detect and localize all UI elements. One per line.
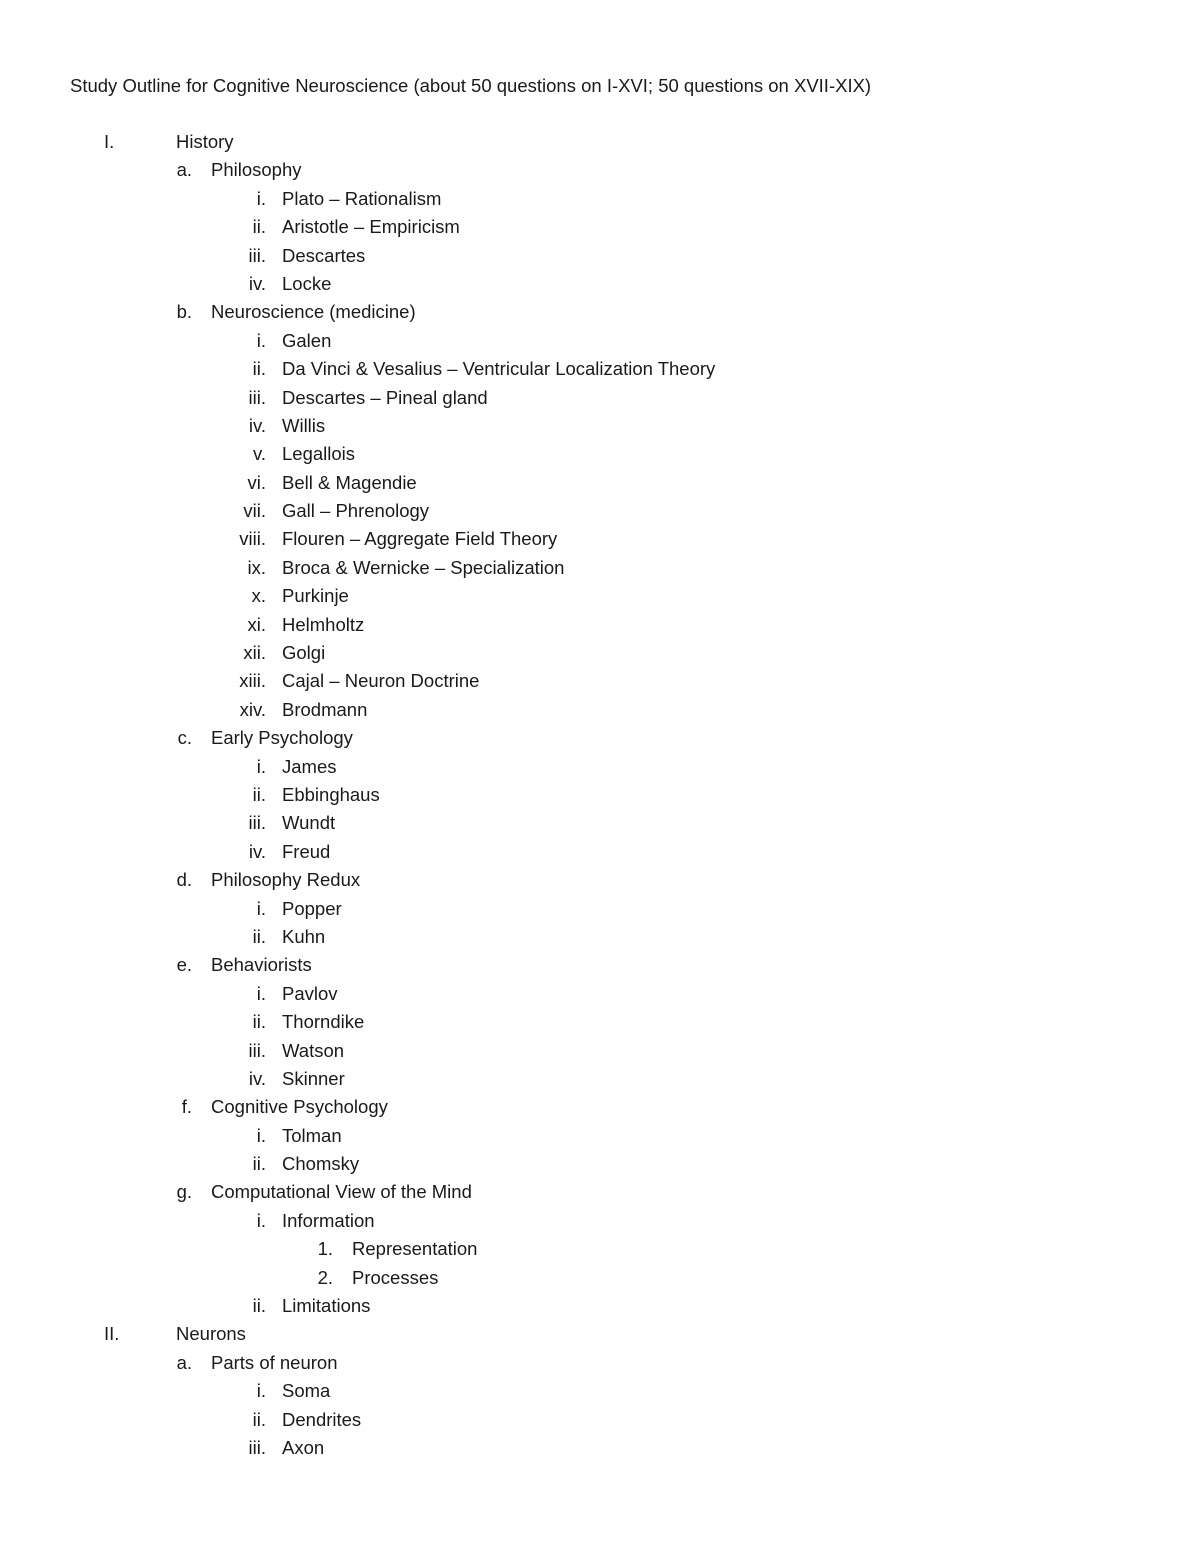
outline-text: Tolman — [282, 1124, 342, 1146]
outline-marker: i. — [256, 187, 266, 209]
outline-item — [0, 667, 1200, 695]
outline-marker: g. — [176, 1181, 192, 1203]
outline-item — [0, 384, 1200, 412]
document-title: Study Outline for Cognitive Neuroscience (about 50 questions on I-XVI; 50 questions on XVII-XIX) — [70, 75, 872, 96]
outline-item — [0, 242, 1200, 270]
outline-item — [0, 923, 1200, 951]
outline-item — [0, 781, 1200, 809]
outline-item — [0, 1065, 1200, 1093]
outline-list — [0, 128, 1200, 1462]
outline-text: Brodmann — [282, 698, 368, 720]
outline-item — [0, 809, 1200, 837]
outline-text: Watson — [282, 1039, 345, 1061]
outline-marker: i. — [256, 755, 266, 777]
outline-text: Bell & Magendie — [282, 471, 417, 493]
outline-marker: iii. — [248, 1039, 266, 1061]
outline-marker: ii. — [252, 1408, 266, 1430]
outline-item — [0, 582, 1200, 610]
outline-marker: e. — [176, 954, 192, 976]
outline-text: Helmholtz — [282, 613, 365, 635]
outline-item — [0, 469, 1200, 497]
outline-item — [0, 1292, 1200, 1320]
outline-marker: ii. — [252, 358, 266, 380]
outline-marker: ix. — [247, 556, 266, 578]
outline-text: Plato – Rationalism — [282, 187, 442, 209]
outline-item — [0, 327, 1200, 355]
outline-marker: i. — [256, 982, 266, 1004]
outline-marker: iii. — [248, 244, 266, 266]
outline-item — [0, 1406, 1200, 1434]
outline-marker: i. — [256, 897, 266, 919]
outline-text: Neurons — [176, 1323, 246, 1345]
outline-text: History — [176, 131, 234, 152]
outline-text: Limitations — [282, 1295, 371, 1317]
outline-marker: xi. — [247, 613, 266, 635]
outline-text: Descartes – Pineal gland — [282, 386, 488, 408]
outline-item — [0, 525, 1200, 553]
outline-item — [0, 298, 1200, 326]
outline-text: Aristotle – Empiricism — [282, 216, 460, 238]
outline-marker: ii. — [252, 1153, 266, 1175]
outline-marker: i. — [256, 1209, 266, 1231]
outline-marker: i. — [256, 329, 266, 351]
outline-item — [0, 1150, 1200, 1178]
outline-marker: xiii. — [239, 670, 266, 692]
outline-item — [0, 128, 1200, 156]
outline-marker: vii. — [243, 500, 266, 522]
outline-item — [0, 1264, 1200, 1292]
outline-item — [0, 270, 1200, 298]
outline-marker: c. — [177, 727, 192, 749]
outline-marker: d. — [176, 869, 192, 891]
outline-text: Philosophy Redux — [211, 869, 361, 891]
outline-item — [0, 185, 1200, 213]
outline-text: Axon — [282, 1436, 325, 1458]
outline-marker: ii. — [252, 1011, 266, 1033]
outline-item — [0, 497, 1200, 525]
outline-marker: viii. — [239, 528, 266, 550]
outline-text: Da Vinci & Vesalius – Ventricular Localization Theory — [282, 358, 716, 380]
outline-item — [0, 1008, 1200, 1036]
outline-text: Popper — [282, 897, 342, 919]
outline-text: Wundt — [282, 812, 336, 834]
outline-text: Flouren – Aggregate Field Theory — [282, 528, 558, 550]
outline-item — [0, 213, 1200, 241]
outline-marker: xii. — [243, 642, 266, 664]
outline-text: Purkinje — [282, 585, 349, 607]
outline-item — [0, 156, 1200, 184]
outline-marker: i. — [256, 1124, 266, 1146]
outline-item — [0, 866, 1200, 894]
outline-text: Freud — [282, 840, 331, 862]
outline-marker: I. — [104, 131, 115, 152]
outline-text: Ebbinghaus — [282, 783, 380, 805]
outline-text: Galen — [282, 329, 332, 351]
outline-text: Information — [282, 1209, 375, 1231]
outline-marker: xiv. — [239, 698, 266, 720]
outline-text: Neuroscience (medicine) — [211, 301, 416, 323]
outline-text: Dendrites — [282, 1408, 362, 1430]
outline-marker: iv. — [248, 1067, 266, 1089]
outline-text: Thorndike — [282, 1011, 365, 1033]
outline-item — [0, 951, 1200, 979]
outline-text: Processes — [352, 1266, 439, 1288]
outline-item — [0, 1093, 1200, 1121]
outline-marker: iv. — [248, 414, 266, 436]
outline-item — [0, 1235, 1200, 1263]
outline-item — [0, 1178, 1200, 1206]
outline-marker: b. — [176, 301, 192, 323]
outline-marker: 2. — [317, 1266, 333, 1288]
outline-item — [0, 412, 1200, 440]
outline-text: Skinner — [282, 1067, 345, 1089]
outline-marker: 1. — [317, 1238, 333, 1260]
outline-item — [0, 440, 1200, 468]
outline-text: Soma — [282, 1380, 331, 1402]
outline-item — [0, 1320, 1200, 1348]
outline-item — [0, 639, 1200, 667]
outline-marker: v. — [252, 443, 266, 465]
outline-item — [0, 753, 1200, 781]
outline-marker: ii. — [252, 783, 266, 805]
outline-text: Willis — [282, 414, 326, 436]
outline-marker: ii. — [252, 1295, 266, 1317]
outline-marker: x. — [251, 585, 266, 607]
outline-text: Legallois — [282, 443, 356, 465]
outline-text: Philosophy — [211, 159, 302, 181]
outline-text: Behaviorists — [211, 954, 312, 976]
outline-text: Descartes — [282, 244, 366, 266]
outline-marker: f. — [181, 1096, 192, 1118]
outline-text: Golgi — [282, 642, 326, 664]
outline-item — [0, 838, 1200, 866]
outline-marker: a. — [176, 159, 192, 181]
outline-text: Broca & Wernicke – Specialization — [282, 556, 565, 578]
outline-text: Parts of neuron — [211, 1351, 338, 1373]
outline-marker: i. — [256, 1380, 266, 1402]
outline-item — [0, 1207, 1200, 1235]
outline-item — [0, 355, 1200, 383]
outline-item — [0, 1377, 1200, 1405]
outline-marker: iii. — [248, 812, 266, 834]
outline-item — [0, 724, 1200, 752]
outline-marker: ii. — [252, 925, 266, 947]
outline-text: James — [282, 755, 337, 777]
outline-text: Kuhn — [282, 925, 326, 947]
outline-item — [0, 1037, 1200, 1065]
outline-marker: II. — [104, 1323, 120, 1345]
outline-item — [0, 554, 1200, 582]
outline-item — [0, 611, 1200, 639]
outline-marker: iii. — [248, 386, 266, 408]
outline-marker: iv. — [248, 272, 266, 294]
outline-marker: a. — [176, 1351, 192, 1373]
outline-marker: iv. — [248, 840, 266, 862]
outline-item — [0, 980, 1200, 1008]
outline-text: Cajal – Neuron Doctrine — [282, 670, 480, 692]
outline-marker: iii. — [248, 1436, 266, 1458]
outline-text: Computational View of the Mind — [211, 1181, 472, 1203]
outline-item — [0, 1434, 1200, 1462]
outline-item — [0, 1122, 1200, 1150]
outline-text: Chomsky — [282, 1153, 360, 1175]
outline-text: Gall – Phrenology — [282, 500, 430, 522]
outline-text: Pavlov — [282, 982, 338, 1004]
outline-item — [0, 895, 1200, 923]
outline-text: Early Psychology — [211, 727, 353, 749]
outline-text: Cognitive Psychology — [211, 1096, 388, 1118]
outline-item — [0, 1349, 1200, 1377]
outline-marker: vi. — [247, 471, 266, 493]
outline-text: Representation — [352, 1238, 478, 1260]
outline-text: Locke — [282, 272, 332, 294]
outline-item — [0, 696, 1200, 724]
outline-marker: ii. — [252, 216, 266, 238]
